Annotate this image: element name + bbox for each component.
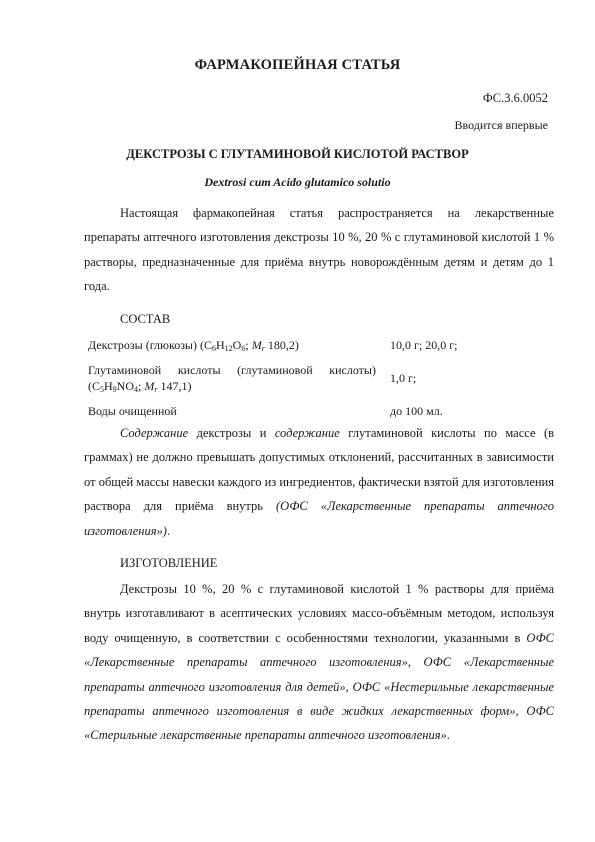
ingredient-name: Воды очищенной xyxy=(88,404,177,418)
composition-row xyxy=(88,332,558,358)
intro-paragraph: Настоящая фармакопейная статья распространяется на лекарственные препараты аптечного изготовления декстрозы 10 %, 20 % с глутаминовой кислотой 1 % растворы, предназначенные для приёма внутрь новорождённым детям и детям до 1 года. xyxy=(84,206,554,294)
composition-header: СОСТАВ xyxy=(120,312,171,326)
content-paragraph: Содержание декстрозы и содержание глутаминовой кислоты по массе (в граммах) не должно превышать допустимых отклонений, рассчитанных в зависимости от общей массы навески каждого из ингредиентов, фактически взятой для изготовления раствора для приёма внутрь (ОФС «Лекарственные препараты аптечного изготовления»). xyxy=(84,426,555,538)
introduced-note: Вводится впервые xyxy=(454,118,548,132)
ingredient-amount: 10,0 г; 20,0 г; xyxy=(390,337,458,352)
monograph-heading: ДЕКСТРОЗЫ С ГЛУТАМИНОВОЙ КИСЛОТОЙ РАСТВОР xyxy=(126,147,469,161)
ingredient-name: Декстрозы (глюкозы) ($C_6H_{12}O_6$; $M_r$ 180,2) xyxy=(88,338,299,353)
manufacturing-header: ИЗГОТОВЛЕНИЕ xyxy=(120,556,218,570)
latin-name: Dextrosi cum Acido glutamico solutio xyxy=(204,175,391,189)
ingredient-name: Глутаминовой кислоты (глутаминовой кислоты) ($C_5H_9NO_4$; $M_r$ 147,1) xyxy=(88,363,376,394)
composition-row xyxy=(88,358,558,398)
document-title: ФАРМАКОПЕЙНАЯ СТАТЬЯ xyxy=(194,57,401,73)
ingredient-amount: 1,0 г; xyxy=(390,370,417,385)
document-code: ФС.3.6.0052 xyxy=(482,91,548,105)
composition-table xyxy=(88,332,558,424)
ingredient-amount: до 100 мл. xyxy=(390,403,443,418)
manufacturing-paragraph: Декстрозы 10 %, 20 % с глутаминовой кислотой 1 % растворы для приёма внутрь изготавливают в асептических условиях массо-объёмным методом, используя воду очищенную, в соответствии с особенностями технологии, указанными в ОФС «Лекарственные препараты аптечного изготовления», ОФС «Лекарственные препараты аптечного изготовления для детей», ОФС «Нестерильные лекарственные препараты аптечного изготовления в виде жидких лекарственных форм», ОФС «Стерильные лекарственные препараты аптечного изготовления». xyxy=(84,582,554,743)
